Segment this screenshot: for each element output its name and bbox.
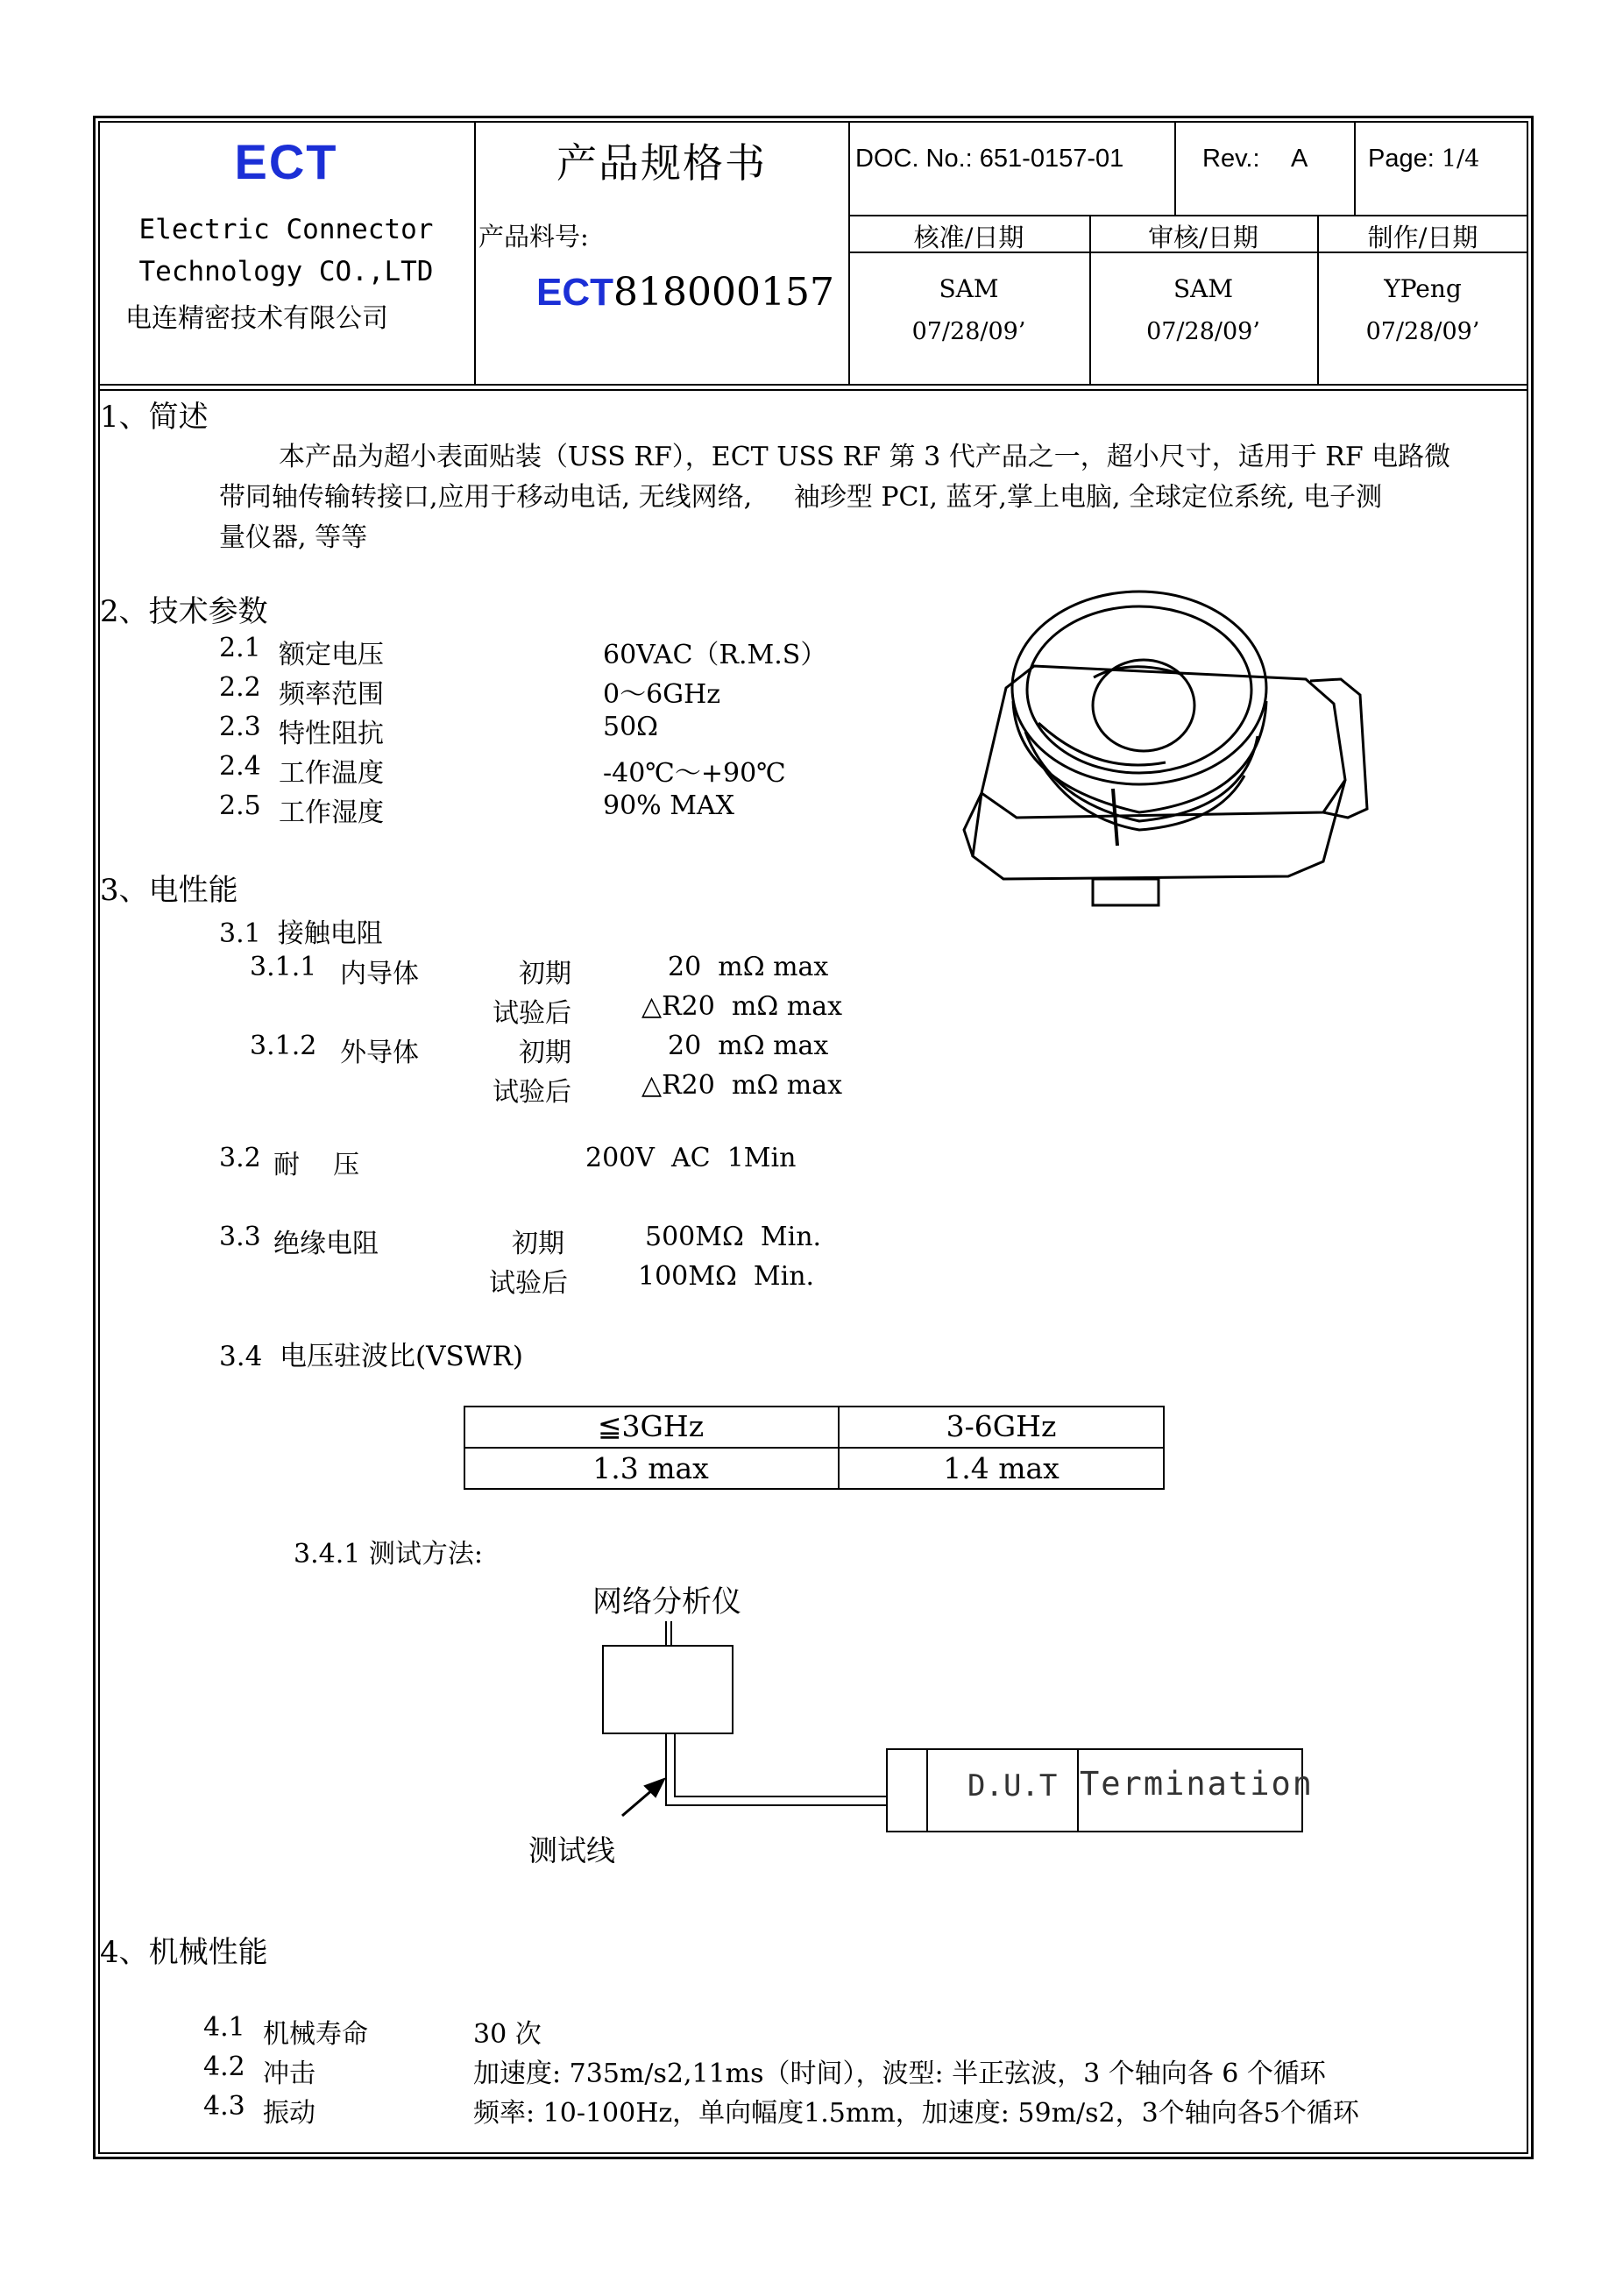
company-name-en-1: Electric Connector — [138, 214, 434, 245]
connector-side-tab — [1310, 679, 1367, 818]
approve-label: 核准/日期 — [913, 223, 1024, 252]
section-1-line-2: 带同轴传输转接口,应用于移动电话, 无线网络, 袖珍型 PCI, 蓝牙,掌上电脑, 全球定位系统, 电子测 — [219, 482, 1383, 513]
inner-conductor-name: 内导体 — [340, 959, 419, 989]
outer-after-label: 试验后 — [493, 1077, 571, 1108]
doc-title: 产品规格书 — [556, 139, 767, 187]
approve-date: 07/28/09’ — [911, 318, 1026, 345]
termination-label: Termination — [1080, 1765, 1315, 1803]
withstand-value: 200V AC 1Min — [585, 1143, 797, 1173]
connector-drawing — [955, 583, 1376, 933]
part-number — [536, 270, 834, 315]
header-divider-3 — [1174, 121, 1176, 216]
review-label: 审核/日期 — [1148, 223, 1258, 252]
header-row1-line — [848, 215, 1528, 216]
mech-name: 冲击 — [263, 2059, 315, 2089]
test-method-title: 3.4.1 测试方法: — [294, 1539, 483, 1570]
section-4-title: 4、机械性能 — [100, 1935, 268, 1970]
outer-after-value: △R20 mΩ max — [641, 1070, 843, 1101]
test-cable-line-2 — [675, 1733, 887, 1796]
part-digits: 818000157 — [613, 270, 834, 315]
dut-label: D.U.T — [967, 1768, 1058, 1803]
withstand-no: 3.2 — [219, 1143, 261, 1173]
outer-initial-value: 20 mΩ max — [668, 1031, 829, 1061]
inner-initial-label: 初期 — [519, 959, 571, 989]
insulation-initial-label: 初期 — [512, 1229, 564, 1259]
insulation-name: 绝缘电阻 — [273, 1229, 379, 1259]
mech-value: 加速度: 735m/s2,11ms（时间），波型: 半正弦波，3 个轴向各 6 个循环 — [473, 2059, 1326, 2089]
connector-bottom-tab — [1093, 879, 1159, 905]
param-name: 特性阻抗 — [279, 719, 384, 749]
mech-value: 30 次 — [473, 2019, 542, 2050]
page-label: Page: — [1368, 145, 1442, 173]
rev-value: A — [1291, 145, 1308, 173]
company-name-en-2: Technology CO.,LTD — [138, 256, 434, 287]
part-prefix: ECT — [536, 271, 613, 314]
mech-value: 频率: 10-100Hz，单向幅度1.5mm，加速度: 59m/s2，3个轴向各5个循环 — [473, 2098, 1359, 2129]
ect-logo: ECT — [234, 134, 338, 189]
vswr-value-low: 1.3 max — [592, 1451, 709, 1485]
param-value: -40℃～+90℃ — [603, 758, 786, 789]
vswr-table — [464, 1406, 1603, 1492]
test-setup-diagram — [517, 1612, 1323, 1867]
param-value: 90% MAX — [603, 790, 734, 821]
page-indicator — [1368, 145, 1479, 174]
insulation-no: 3.3 — [219, 1222, 261, 1252]
mech-no: 4.1 — [203, 2012, 245, 2043]
mech-name: 振动 — [263, 2098, 315, 2129]
test-cable-line-1 — [666, 1733, 887, 1805]
connector-base-outline — [982, 666, 1345, 818]
inner-conductor-no: 3.1.1 — [250, 952, 317, 982]
insulation-initial-value: 500MΩ Min. — [645, 1222, 822, 1252]
mech-no: 4.2 — [203, 2052, 245, 2082]
inner-after-label: 试验后 — [493, 998, 571, 1029]
param-name: 频率范围 — [279, 679, 384, 710]
vswr-title: 3.4 电压驻波比(VSWR) — [219, 1341, 524, 1372]
vswr-header-low: ≦3GHz — [597, 1409, 705, 1443]
header-divider-4 — [1354, 121, 1356, 216]
section-1-line-1: 本产品为超小表面贴装（USS RF），ECT USS RF 第 3 代产品之一，超小尺寸，适用于 RF 电路微 — [279, 442, 1451, 472]
outer-initial-label: 初期 — [519, 1038, 571, 1068]
make-label: 制作/日期 — [1367, 223, 1478, 252]
header-bottom-line — [98, 384, 1528, 386]
connector-inner-groove — [1038, 723, 1166, 765]
inner-after-value: △R20 mΩ max — [641, 991, 843, 1022]
connector-ring-outer — [1012, 592, 1266, 784]
review-date: 07/28/09’ — [1146, 318, 1260, 345]
param-no: 2.5 — [219, 790, 261, 821]
mech-name: 机械寿命 — [263, 2019, 368, 2050]
inner-initial-value: 20 mΩ max — [668, 952, 829, 982]
connector-seam — [1113, 789, 1117, 846]
cable-label: 测试线 — [528, 1833, 615, 1867]
doc-number: DOC. No.: 651-0157-01 — [855, 145, 1124, 173]
mech-no: 4.3 — [203, 2091, 245, 2122]
network-analyzer-box — [603, 1646, 733, 1733]
section-3-title: 3、电性能 — [100, 873, 238, 908]
param-name: 工作湿度 — [279, 797, 384, 828]
company-name-cn: 电连精密技术有限公司 — [125, 303, 388, 334]
review-name: SAM — [1173, 274, 1234, 303]
rev-label: Rev.: — [1202, 145, 1260, 173]
section-2-title: 2、技术参数 — [100, 594, 268, 629]
vswr-row-divider — [464, 1447, 1165, 1449]
withstand-name: 耐 压 — [273, 1150, 360, 1180]
param-no: 2.3 — [219, 712, 261, 742]
header-bottom-line-2 — [98, 389, 1528, 391]
connector-base-front — [973, 780, 1345, 879]
outer-conductor-no: 3.1.2 — [250, 1031, 317, 1061]
part-number-label: 产品料号: — [478, 222, 589, 252]
param-no: 2.1 — [219, 633, 261, 663]
param-no: 2.2 — [219, 672, 261, 703]
insulation-after-label: 试验后 — [489, 1268, 568, 1299]
analyzer-label: 网络分析仪 — [592, 1584, 741, 1619]
page-value: 1/4 — [1441, 145, 1480, 173]
param-value: 60VAC（R.M.S） — [603, 640, 827, 670]
make-name: YPeng — [1384, 274, 1462, 303]
param-no: 2.4 — [219, 751, 261, 782]
vswr-header-high: 3-6GHz — [946, 1409, 1057, 1443]
vswr-value-high: 1.4 max — [943, 1451, 1060, 1485]
make-date: 07/28/09’ — [1365, 318, 1480, 345]
approve-name: SAM — [939, 274, 999, 303]
section-1-line-3: 量仪器, 等等 — [219, 522, 368, 553]
connector-ring-inner — [1027, 606, 1251, 773]
outer-conductor-name: 外导体 — [340, 1038, 419, 1068]
param-name: 工作温度 — [279, 758, 384, 789]
section-1-title: 1、简述 — [100, 400, 209, 435]
insulation-after-value: 100MΩ Min. — [638, 1261, 815, 1292]
param-value: 50Ω — [603, 712, 659, 742]
param-name: 额定电压 — [279, 640, 384, 670]
contact-resistance-title: 3.1 接触电阻 — [219, 918, 383, 949]
param-value: 0～6GHz — [603, 679, 721, 710]
